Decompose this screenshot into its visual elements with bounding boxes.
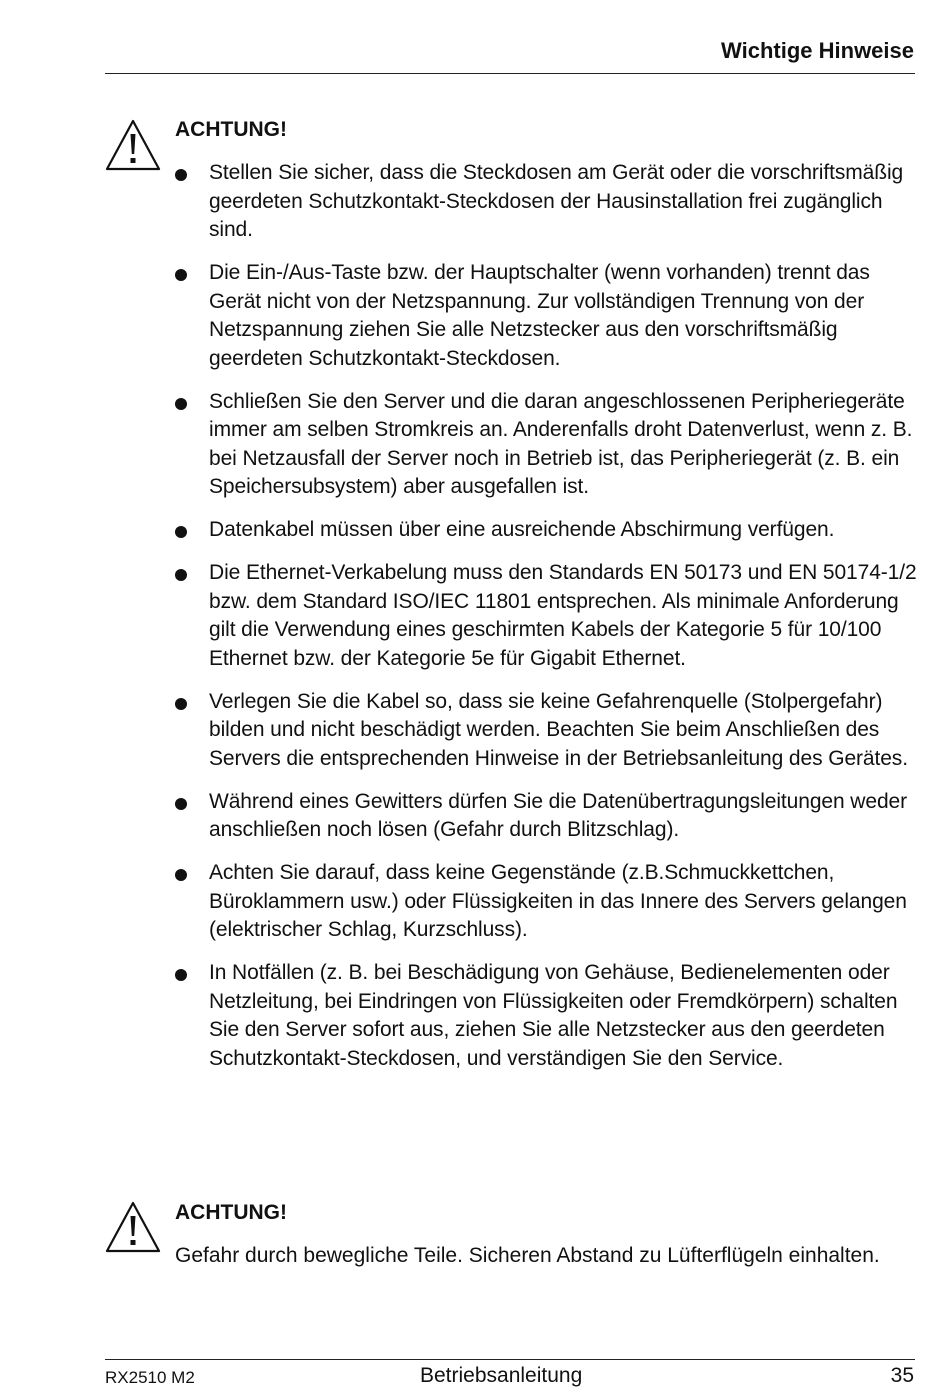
list-item [175,259,917,373]
warning-triangle-icon [104,1200,162,1254]
list-item [175,688,917,774]
list-item [175,388,917,502]
page-header-title: Wichtige Hinweise [721,38,914,63]
warning-triangle-icon [104,118,162,172]
bullet-icon [175,569,187,581]
list-item-text: Verlegen Sie die Kabel so, dass sie keine Gefahrenquelle (Stolpergefahr) bilden und nicht beschädigt werden. Beachten Sie beim Anschließen des Servers die entsprechenden Hinweise in der Betriebsanleitung des Gerätes. [209,689,908,770]
footer-model: RX2510 M2 [105,1368,195,1387]
bullet-icon [175,526,187,538]
bullet-icon [175,398,187,410]
page-number: 35 [890,1364,914,1387]
list-item-text: Schließen Sie den Server und die daran angeschlossenen Peripheriegeräte immer am selben Stromkreis an. Anderenfalls droht Datenverlust, wenn z. B. bei Netzausfall der Server noch in Betrieb ist, das Peripheriegerät (z. B. ein Speichersubsystem) aber ausgefallen ist. [209,389,913,498]
bullet-icon [175,169,187,181]
bullet-icon [175,969,187,981]
list-item-text: In Notfällen (z. B. bei Beschädigung von Gehäuse, Bedienelementen oder Netzleitung, bei Eindringen von Flüssigkeiten oder Fremdkörpern) schalten Sie den Server sofort aus, ziehen Sie alle Netzstecker aus den geerdeten Schutzkontakt-Steckdosen, und verständigen Sie den Service. [209,961,898,1070]
header-rule [105,73,915,74]
footer-rule [105,1359,915,1360]
footer-doc-title: Betriebsanleitung [420,1364,583,1387]
list-item [175,788,917,845]
bullet-icon [175,269,187,281]
warning-text: Gefahr durch bewegliche Teile. Sicheren Abstand zu Lüfterflügeln einhalten. [175,1244,880,1267]
list-item [175,159,917,245]
warning-heading: ACHTUNG! [175,118,287,141]
bullet-icon [175,698,187,710]
list-item-text: Während eines Gewitters dürfen Sie die Datenübertragungsleitungen weder anschließen noch lösen (Gefahr durch Blitzschlag). [209,789,907,841]
list-item-text: Die Ethernet-Verkabelung muss den Standards EN 50173 und EN 50174-1/2 bzw. dem Standard ISO/IEC 11801 entsprechen. Als minimale Anforderung gilt die Verwendung eines geschirmten Kabels der Kategorie 5 für 10/100 Ethernet bzw. der Kategorie 5e für Gigabit Ethernet. [209,561,917,670]
list-item-text: Die Ein-/Aus-Taste bzw. der Hauptschalter (wenn vorhanden) trennt das Gerät nicht von der Netzspannung. Zur vollständigen Trennung von der Netzspannung ziehen Sie alle Netzstecker aus den vorschriftsmäßig geerdeten Schutzkontakt-Steckdosen. [209,261,870,370]
list-item [175,559,917,673]
bullet-icon [175,869,187,881]
warning-bullet-list [175,159,917,1088]
list-item [175,859,917,945]
list-item-text: Stellen Sie sicher, dass die Steckdosen am Gerät oder die vorschriftsmäßig geerdeten Schutzkontakt-Steckdosen der Hausinstallation frei zugänglich sind. [209,161,904,241]
list-item-text: Datenkabel müssen über eine ausreichende Abschirmung verfügen. [209,518,835,541]
list-item [175,959,917,1073]
list-item [175,516,917,545]
list-item-text: Achten Sie darauf, dass keine Gegenstände (z.B.Schmuckkettchen, Büroklammern usw.) oder Flüssigkeiten in das Innere des Servers gelangen (elektrischer Schlag, Kurzschluss). [209,861,907,941]
bullet-icon [175,798,187,810]
warning-heading: ACHTUNG! [175,1201,287,1224]
